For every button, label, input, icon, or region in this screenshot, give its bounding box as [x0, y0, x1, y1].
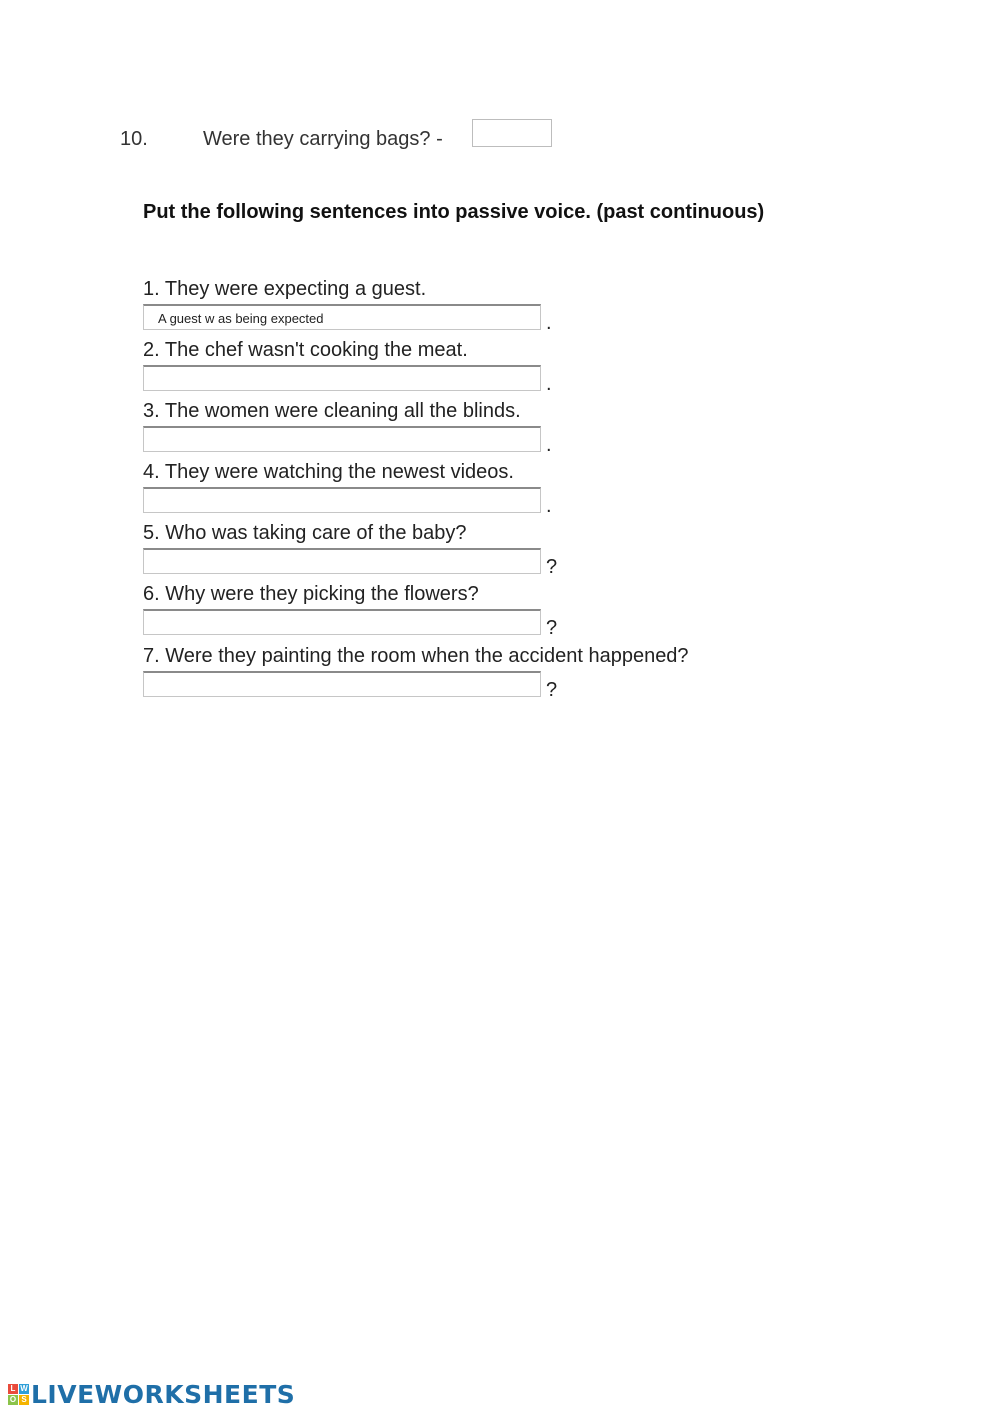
instruction-heading: Put the following sentences into passive voice. (past continuous)	[143, 201, 765, 223]
liveworksheets-logo	[8, 1380, 295, 1409]
question-7-end-mark: ?	[546, 679, 558, 701]
question-2-answer-box[interactable]	[143, 365, 541, 391]
question-3-end-mark: .	[546, 434, 552, 456]
question-10-text: Were they carrying bags? -	[203, 128, 443, 150]
logo-blocks-icon	[8, 1384, 29, 1405]
question-3-text: 3. The women were cleaning all the blinds.	[143, 400, 521, 422]
question-3-answer-box[interactable]	[143, 426, 541, 452]
question-5-text: 5. Who was taking care of the baby?	[143, 522, 467, 544]
logo-block: W	[20, 1384, 28, 1393]
question-5-end-mark: ?	[546, 556, 558, 578]
question-6-answer-box[interactable]	[143, 609, 541, 635]
question-2-end-mark: .	[546, 373, 552, 395]
question-2-text: 2. The chef wasn't cooking the meat.	[143, 339, 468, 361]
logo-text: LIVEWORKSHEETS	[31, 1380, 296, 1409]
question-7-answer-box[interactable]	[143, 671, 541, 697]
question-6-text: 6. Why were they picking the flowers?	[143, 583, 479, 605]
question-10-answer-box[interactable]	[472, 119, 552, 147]
question-1-text: 1. They were expecting a guest.	[143, 278, 427, 300]
question-10-number: 10.	[120, 128, 148, 150]
question-5-answer-box[interactable]	[143, 548, 541, 574]
question-6-end-mark: ?	[546, 617, 558, 639]
logo-block: S	[19, 1395, 29, 1405]
question-7-text: 7. Were they painting the room when the accident happened?	[143, 645, 689, 667]
logo-block: O	[9, 1395, 17, 1404]
question-1-end-mark: .	[546, 312, 552, 334]
question-1-answer-box[interactable]: A guest w as being expected	[143, 304, 541, 330]
question-4-answer-box[interactable]	[143, 487, 541, 513]
question-4-end-mark: .	[546, 495, 552, 517]
question-4-text: 4. They were watching the newest videos.	[143, 461, 514, 483]
logo-block: L	[8, 1384, 18, 1394]
